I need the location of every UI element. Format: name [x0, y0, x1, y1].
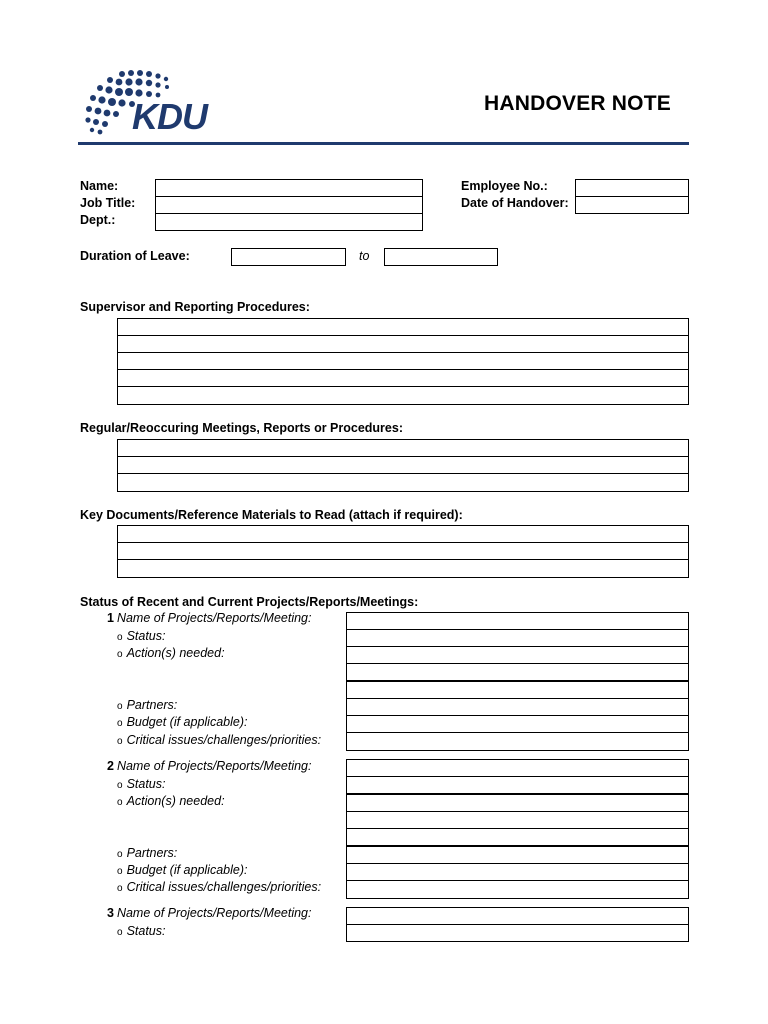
- bullet-icon: o: [117, 866, 123, 877]
- status-label: [117, 777, 165, 791]
- leave-start-field[interactable]: [231, 248, 346, 266]
- supervisor-row[interactable]: [117, 386, 689, 405]
- project-field[interactable]: [346, 776, 689, 794]
- project-number: 3: [107, 906, 114, 920]
- bullet-icon: o: [117, 797, 123, 808]
- meetings-heading: Regular/Reoccuring Meetings, Reports or Procedures:: [80, 421, 403, 435]
- status-label: [117, 629, 165, 643]
- project-field[interactable]: [346, 698, 689, 716]
- project-name-label: [107, 611, 311, 625]
- bullet-icon: o: [117, 632, 123, 643]
- meetings-row[interactable]: [117, 473, 689, 492]
- partners-text: Partners:: [126, 698, 178, 712]
- critical-text: Critical issues/challenges/priorities:: [126, 880, 322, 894]
- project-field[interactable]: [346, 646, 689, 664]
- actions-label: [117, 646, 225, 660]
- project-field[interactable]: [346, 828, 689, 846]
- documents-row[interactable]: [117, 525, 689, 543]
- duration-label: Duration of Leave:: [80, 249, 190, 263]
- project-field[interactable]: [346, 629, 689, 647]
- supervisor-row[interactable]: [117, 352, 689, 370]
- project-name-text: Name of Projects/Reports/Meeting:: [116, 906, 312, 920]
- budget-label: [117, 715, 247, 729]
- bullet-icon: o: [117, 927, 123, 938]
- page-title: HANDOVER NOTE: [484, 92, 671, 115]
- budget-label: [117, 863, 247, 877]
- project-field[interactable]: [346, 880, 689, 899]
- project-name-label: [107, 906, 311, 920]
- project-field[interactable]: [346, 907, 689, 925]
- project-field[interactable]: [346, 732, 689, 751]
- partners-label: [117, 846, 177, 860]
- critical-label: [117, 880, 321, 894]
- meetings-row[interactable]: [117, 439, 689, 457]
- documents-row[interactable]: [117, 542, 689, 560]
- actions-label: [117, 794, 225, 808]
- status-heading: Status of Recent and Current Projects/Reports/Meetings:: [80, 595, 419, 609]
- critical-text: Critical issues/challenges/priorities:: [126, 733, 322, 747]
- critical-label: [117, 733, 321, 747]
- project-field[interactable]: [346, 663, 689, 681]
- supervisor-row[interactable]: [117, 318, 689, 336]
- dept-label: Dept.:: [80, 213, 116, 227]
- partners-text: Partners:: [126, 846, 178, 860]
- job-title-field[interactable]: [155, 196, 423, 214]
- date-of-handover-label: Date of Handover:: [461, 196, 569, 210]
- project-field[interactable]: [346, 612, 689, 630]
- bullet-icon: o: [117, 780, 123, 791]
- to-label: to: [359, 249, 370, 263]
- leave-end-field[interactable]: [384, 248, 498, 266]
- budget-text: Budget (if applicable):: [126, 863, 248, 877]
- logo: [82, 68, 257, 140]
- project-number: 1: [107, 611, 114, 625]
- name-label: Name:: [80, 179, 119, 193]
- employee-no-label: Employee No.:: [461, 179, 548, 193]
- bullet-icon: o: [117, 736, 123, 747]
- supervisor-heading: Supervisor and Reporting Procedures:: [80, 300, 310, 314]
- meetings-row[interactable]: [117, 456, 689, 474]
- bullet-icon: o: [117, 718, 123, 729]
- name-field[interactable]: [155, 179, 423, 197]
- project-name-text: Name of Projects/Reports/Meeting:: [116, 759, 312, 773]
- documents-row[interactable]: [117, 559, 689, 578]
- logo-text: KDU: [132, 96, 207, 137]
- date-of-handover-field[interactable]: [575, 196, 689, 214]
- project-field[interactable]: [346, 811, 689, 829]
- documents-heading: Key Documents/Reference Materials to Read (attach if required):: [80, 508, 463, 522]
- supervisor-row[interactable]: [117, 335, 689, 353]
- status-label: [117, 924, 165, 938]
- project-name-label: [107, 759, 311, 773]
- partners-label: [117, 698, 177, 712]
- project-field[interactable]: [346, 863, 689, 881]
- status-text: Status:: [126, 924, 166, 938]
- project-field[interactable]: [346, 759, 689, 777]
- bullet-icon: o: [117, 849, 123, 860]
- job-title-label: Job Title:: [80, 196, 136, 210]
- budget-text: Budget (if applicable):: [126, 715, 248, 729]
- project-field[interactable]: [346, 681, 689, 699]
- employee-no-field[interactable]: [575, 179, 689, 197]
- status-text: Status:: [126, 777, 166, 791]
- project-field[interactable]: [346, 715, 689, 733]
- bullet-icon: o: [117, 883, 123, 894]
- bullet-icon: o: [117, 649, 123, 660]
- project-field[interactable]: [346, 794, 689, 812]
- status-text: Status:: [126, 629, 166, 643]
- header-divider: [78, 142, 689, 145]
- project-number: 2: [107, 759, 114, 773]
- actions-text: Action(s) needed:: [126, 646, 225, 660]
- project-field[interactable]: [346, 924, 689, 942]
- dept-field[interactable]: [155, 213, 423, 231]
- actions-text: Action(s) needed:: [126, 794, 225, 808]
- project-name-text: Name of Projects/Reports/Meeting:: [116, 611, 312, 625]
- supervisor-row[interactable]: [117, 369, 689, 387]
- project-field[interactable]: [346, 846, 689, 864]
- bullet-icon: o: [117, 701, 123, 712]
